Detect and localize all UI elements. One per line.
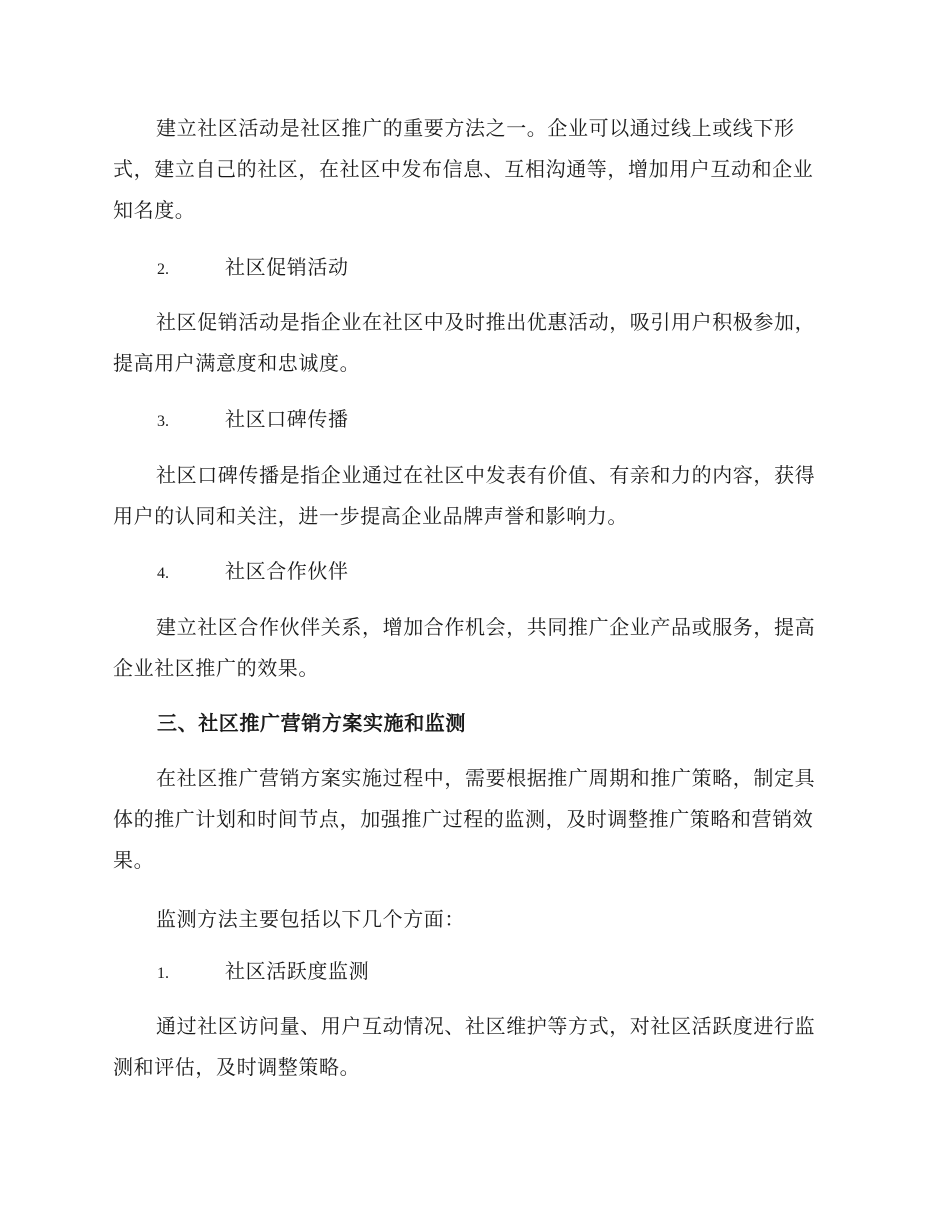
list-label: 社区促销活动 xyxy=(225,255,349,279)
list-item-word-of-mouth xyxy=(157,404,349,437)
list-item-partners xyxy=(157,556,349,589)
list-label: 社区活跃度监测 xyxy=(225,959,370,983)
list-label: 社区口碑传播 xyxy=(225,407,349,431)
list-label: 社区合作伙伴 xyxy=(225,559,349,583)
paragraph-implementation: 在社区推广营销方案实施过程中，需要根据推广周期和推广策略，制定具体的推广计划和时间节点，加强推广过程的监测，及时调整推广策略和营销效果。 xyxy=(113,766,816,872)
paragraph-partners: 建立社区合作伙伴关系，增加合作机会，共同推广企业产品或服务，提高企业社区推广的效果。 xyxy=(113,615,816,680)
list-number: 2. xyxy=(157,261,169,278)
paragraph-community-activities: 建立社区活动是社区推广的重要方法之一。企业可以通过线上或线下形式，建立自己的社区，在社区中发布信息、互相沟通等，增加用户互动和企业知名度。 xyxy=(113,116,814,222)
list-item-community-promotion xyxy=(157,252,349,285)
list-number: 3. xyxy=(157,413,169,430)
paragraph-activity-monitoring: 通过社区访问量、用户互动情况、社区维护等方式，对社区活跃度进行监测和评估，及时调整策略。 xyxy=(113,1014,816,1079)
list-number: 1. xyxy=(157,965,169,982)
section-heading: 三、社区推广营销方案实施和监测 xyxy=(157,711,466,735)
list-item-activity-monitoring xyxy=(157,956,369,989)
paragraph-community-promotion: 社区促销活动是指企业在社区中及时推出优惠活动，吸引用户积极参加，提高用户满意度和忠诚度。 xyxy=(113,310,816,375)
paragraph-monitoring-methods: 监测方法主要包括以下几个方面： xyxy=(156,907,465,931)
paragraph-word-of-mouth: 社区口碑传播是指企业通过在社区中发表有价值、有亲和力的内容，获得用户的认同和关注，进一步提高企业品牌声誉和影响力。 xyxy=(113,463,816,528)
list-number: 4. xyxy=(157,565,169,582)
